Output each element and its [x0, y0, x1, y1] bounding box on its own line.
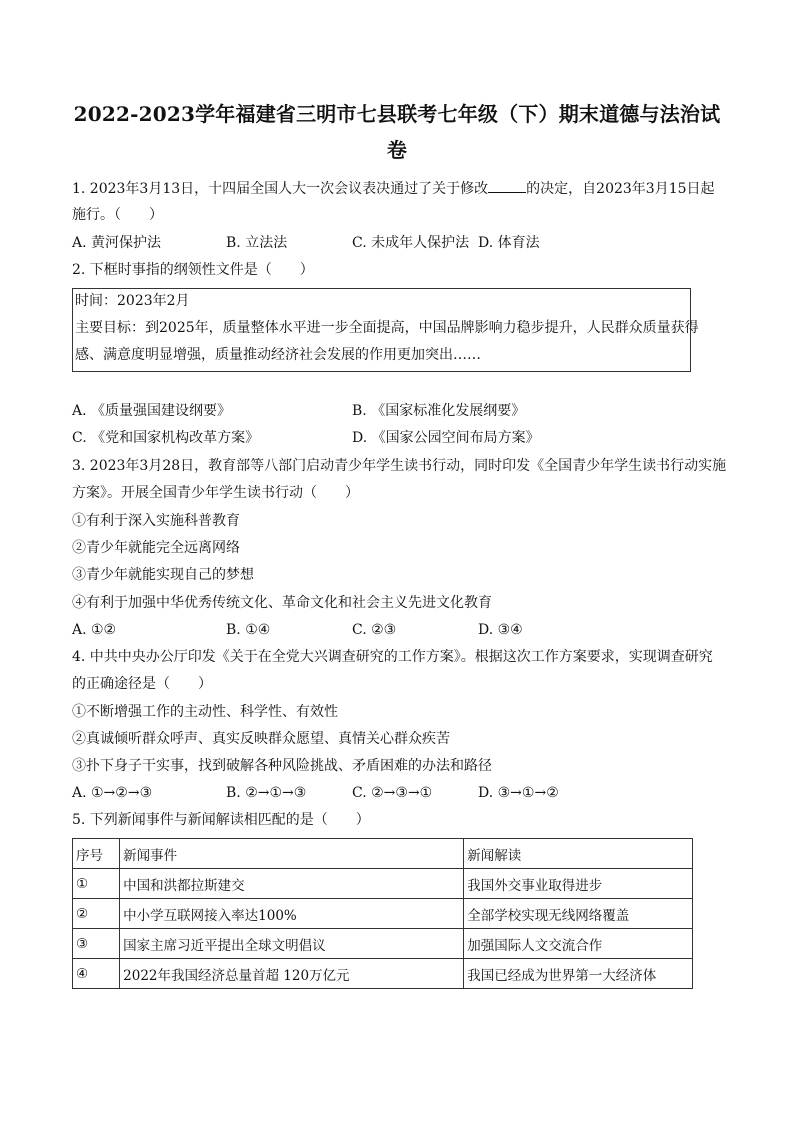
q1-option-a: A. 黄河保护法	[72, 235, 162, 251]
row-index: ④	[73, 959, 120, 989]
q3-item-4: ④有利于加强中华优秀传统文化、革命文化和社会主义先进文化教育	[72, 595, 492, 611]
table-header-row	[73, 839, 693, 869]
q4-stem-line-1: 4. 中共中央办公厅印发《关于在全党大兴调查研究的工作方案》。根据这次工作方案要求，实现调查研究	[72, 649, 713, 665]
q4-option-a: A. ①→②→③	[72, 785, 153, 801]
row-index: ③	[73, 929, 120, 959]
q1-stem-line-1	[72, 178, 715, 199]
q1-option-c: C. 未成年人保护法	[352, 235, 470, 251]
q3-option-c: C. ②③	[352, 622, 397, 638]
header-news-interpretation: 新闻解读	[464, 839, 693, 869]
header-news-event: 新闻事件	[120, 839, 464, 869]
q3-stem-line-2: 方案》。开展全国青少年学生读书行动（ ）	[72, 485, 359, 501]
q2-news-box	[72, 288, 699, 372]
row-event: 2022年我国经济总量首超 120万亿元	[120, 959, 464, 989]
q2-option-c: C. 《党和国家机构改革方案》	[72, 430, 260, 446]
q1-stem-line-2: 施行。（ ）	[72, 207, 163, 223]
table-row	[73, 869, 693, 899]
header-index: 序号	[73, 839, 120, 869]
q2-option-b: B. 《国家标准化发展纲要》	[352, 403, 526, 419]
row-interpretation: 我国外交事业取得进步	[464, 869, 693, 899]
q5-stem: 5. 下列新闻事件与新闻解读相匹配的是（ ）	[72, 812, 370, 828]
exam-title	[72, 96, 722, 168]
q4-stem-line-2: 的正确途径是（ ）	[72, 676, 212, 692]
row-event: 中小学互联网接入率达100%	[120, 899, 464, 929]
q2-stem: 2. 下框时事指的纲领性文件是（ ）	[72, 262, 314, 278]
q3-option-b: B. ①④	[226, 622, 271, 638]
table-row	[73, 929, 693, 959]
q1-option-d: D. 体育法	[478, 235, 540, 251]
row-interpretation: 全部学校实现无线网络覆盖	[464, 899, 693, 929]
row-event: 中国和洪都拉斯建交	[120, 869, 464, 899]
table-row	[73, 899, 693, 929]
q3-item-2: ②青少年就能完全远离网络	[72, 540, 240, 556]
q2-box-line-2: 主要目标：到2025年，质量整体水平进一步全面提高，中国品牌影响力稳步提升，人民群众质量获得	[75, 320, 699, 336]
q2-box-line-1: 时间：2023年2月	[75, 293, 190, 309]
q1-answer-blank	[488, 178, 526, 193]
q3-stem-line-1: 3. 2023年3月28日，教育部等八部门启动青少年学生读书行动，同时印发《全国青少年学生读书行动实施	[72, 458, 727, 474]
q3-item-3: ③青少年就能实现自己的梦想	[72, 567, 254, 583]
q3-item-1: ①有利于深入实施科普教育	[72, 513, 240, 529]
q1-stem-a: 1. 2023年3月13日，十四届全国人大一次会议表决通过了关于修改	[72, 181, 489, 197]
title-line-1: 2022-2023学年福建省三明市七县联考七年级（下）期末道德与法治试	[73, 102, 721, 126]
q1-option-b: B. 立法法	[226, 235, 288, 251]
q5-news-table	[72, 838, 693, 989]
q1-stem-b: 的决定，自2023年3月15日起	[526, 181, 715, 197]
q4-option-d: D. ③→①→②	[478, 785, 559, 801]
table-row	[73, 959, 693, 989]
title-line-2: 卷	[386, 138, 408, 162]
q4-item-3: ③扑下身子干实事，找到破解各种风险挑战、矛盾困难的办法和路径	[72, 758, 492, 774]
row-interpretation: 加强国际人文交流合作	[464, 929, 693, 959]
q2-option-d: D. 《国家公园空间布局方案》	[352, 430, 540, 446]
q4-option-b: B. ②→①→③	[226, 785, 307, 801]
row-index: ②	[73, 899, 120, 929]
q3-option-d: D. ③④	[478, 622, 523, 638]
q4-option-c: C. ②→③→①	[352, 785, 433, 801]
row-event: 国家主席习近平提出全球文明倡议	[120, 929, 464, 959]
q4-item-1: ①不断增强工作的主动性、科学性、有效性	[72, 704, 338, 720]
q3-option-a: A. ①②	[72, 622, 117, 638]
q4-item-2: ②真诚倾听群众呼声、真实反映群众愿望、真情关心群众疾苦	[72, 731, 450, 747]
row-interpretation: 我国已经成为世界第一大经济体	[464, 959, 693, 989]
q2-box-line-3: 感、满意度明显增强，质量推动经济社会发展的作用更加突出……	[75, 347, 481, 363]
q2-option-a: A. 《质量强国建设纲要》	[72, 403, 232, 419]
row-index: ①	[73, 869, 120, 899]
